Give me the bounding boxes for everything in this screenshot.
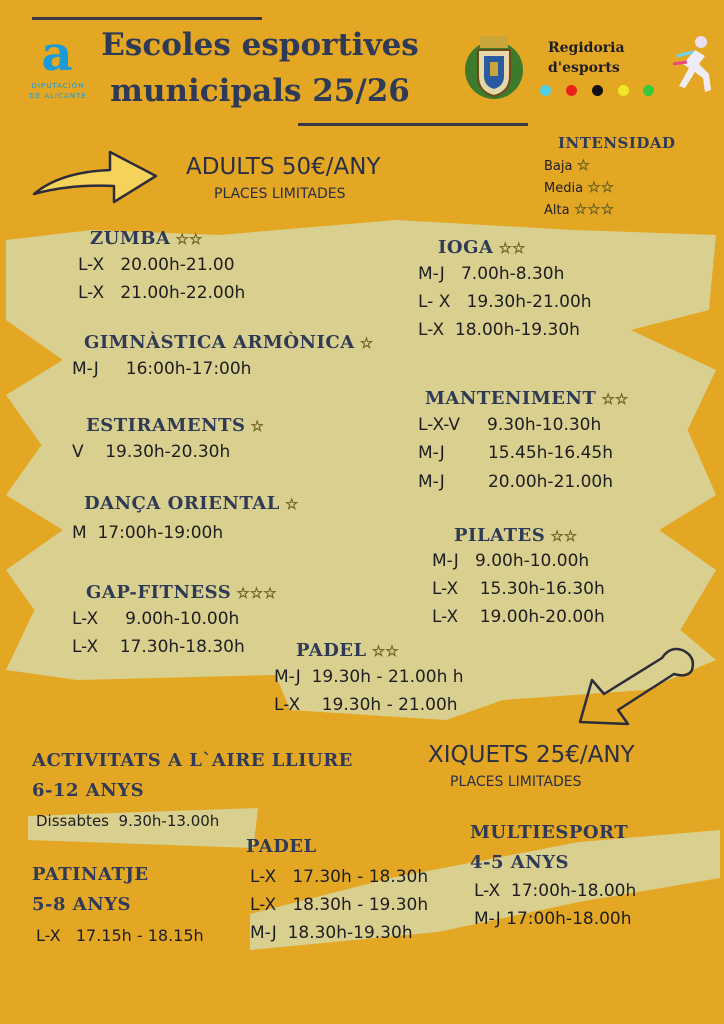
schedule-line: L-X-V 9.30h-10.30h [418,415,602,435]
schedule-line: L-X 15.30h-16.30h [432,579,605,599]
activity-name: GIMNÀSTICA ARMÒNICA [84,332,355,353]
schedule-line: M-J 17:00h-18.00h [474,909,632,929]
schedule-line: L-X 17:00h-18.00h [474,881,637,901]
diputacion-logo-mark: a [41,26,73,82]
schedule-line: L- X 19.30h-21.00h [418,292,592,312]
arrow-right-icon [30,142,160,206]
regidoria-label-1: Regidoria [548,40,625,56]
activity-name: ESTIRAMENTS [86,415,246,436]
star-icon: ☆☆☆ [236,584,277,602]
star-icon: ☆☆ [550,527,578,545]
schedule-line: M-J 15.45h-16.45h [418,443,614,463]
star-icon: ☆ [250,417,264,435]
intensity-level-low [544,156,694,174]
star-icon: ☆☆ [175,230,203,248]
star-icon: ☆☆ [587,178,615,196]
star-icon: ☆ [576,156,591,174]
intensity-level-high [544,200,694,218]
activity-padel-kids: PADEL [246,836,317,857]
color-dot-red [566,85,577,96]
schedule-line: L-X 9.00h-10.00h [72,609,240,629]
activity-pilates [454,525,577,546]
color-dot-black [592,85,603,96]
intensity-title: INTENSIDAD [558,134,676,152]
activity-name: PILATES [454,525,546,546]
activity-multiesport: MULTIESPORT [470,822,629,843]
activity-gimnastica-armonica [84,332,373,353]
schedule-line: Dissabtes 9.30h-13.00h [36,812,220,830]
color-dot-cyan [540,85,551,96]
schedule-line: M-J 7.00h-8.30h [418,264,565,284]
diputacion-logo [26,26,90,106]
activity-manteniment [425,388,628,409]
star-icon: ☆☆☆ [573,200,615,218]
page-title-line1: Escoles esportives [101,27,419,63]
schedule-line: L-X 17.30h-18.30h [72,637,245,657]
color-dot-green [643,85,654,96]
runner-logo-icon [665,34,717,94]
kids-subtitle: PLACES LIMITADES [450,774,582,790]
activity-age: 5-8 ANYS [32,894,132,915]
header-top-rule [32,17,262,20]
schedule-line: L-X 19.00h-20.00h [432,607,605,627]
activity-name: MANTENIMENT [425,388,597,409]
activity-ioga [438,237,525,258]
regidoria-label-2: d'esports [548,60,620,76]
schedule-line: M-J 19.30h - 21.00h h [274,667,464,687]
activity-name: IOGA [438,237,494,258]
activity-age: 4-5 ANYS [470,852,570,873]
star-icon: ☆ [284,495,299,513]
activity-danca-oriental [84,493,298,514]
intensity-legend [544,134,694,218]
schedule-line: M-J 20.00h-21.00h [418,472,614,492]
schedule-line: M-J 9.00h-10.00h [432,551,590,571]
schedule-line: M-J 16:00h-17:00h [72,359,252,379]
schedule-line: L-X 18.30h - 19.30h [250,895,429,915]
intensity-level-label: Alta [544,203,570,218]
activity-name: PADEL [296,640,367,661]
activity-aire-lliure: ACTIVITATS A L`AIRE LLIURE [32,750,353,771]
star-icon: ☆☆ [371,642,399,660]
activity-age: 6-12 ANYS [32,780,145,801]
adults-title: ADULTS 50€/ANY [186,154,381,180]
schedule-line: L-X 18.00h-19.30h [418,320,580,340]
intensity-level-medium [544,178,694,196]
header-bottom-rule [298,123,528,126]
activity-zumba [90,228,202,249]
schedule-line: V 19.30h-20.30h [72,442,231,462]
diputacion-logo-text-2: DE ALICANTE [29,92,87,100]
star-icon: ☆☆ [498,239,526,257]
star-icon: ☆☆ [601,390,629,408]
adults-subtitle: PLACES LIMITADES [214,186,346,202]
schedule-line: L-X 17.15h - 18.15h [36,926,204,945]
activity-gap-fitness [86,582,277,603]
intensity-level-label: Baja [544,159,573,174]
activity-padel [296,640,399,661]
schedule-line: M-J 18.30h-19.30h [250,923,413,943]
schedule-line: L-X 17.30h - 18.30h [250,867,429,887]
star-icon: ☆ [359,334,374,352]
activity-name: GAP-FITNESS [86,582,232,603]
intensity-level-label: Media [544,181,584,196]
schedule-line: L-X 19.30h - 21.00h [274,695,458,715]
page-title-line2: municipals 25/26 [110,73,410,109]
municipal-coat-of-arms-icon [462,32,526,102]
activity-estiraments [86,415,264,436]
schedule-line: L-X 21.00h-22.00h [78,283,246,303]
schedule-line: L-X 20.00h-21.00 [78,255,235,275]
schedule-line: M 17:00h-19:00h [72,523,224,543]
kids-title: XIQUETS 25€/ANY [428,742,635,768]
activity-patinatje: PATINATJE [32,864,149,885]
activity-name: DANÇA ORIENTAL [84,493,280,514]
color-dot-yellow [618,85,629,96]
arrow-down-left-icon [578,640,702,730]
diputacion-logo-text-1: DIPUTACIÓN [31,82,85,90]
activity-name: ZUMBA [90,228,171,249]
